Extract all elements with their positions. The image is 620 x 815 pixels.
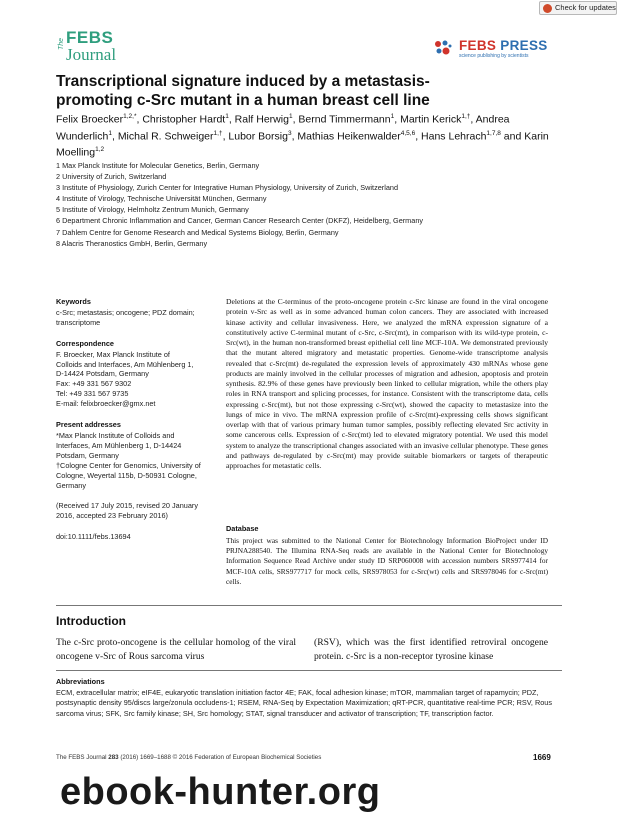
correspondence-line: D-14424 Potsdam, Germany	[56, 369, 149, 379]
author-affiliation-marker: 1,2	[95, 146, 105, 154]
journal-logo-febs: FEBS	[66, 28, 114, 47]
affiliation: 8 Alacris Theranostics GmbH, Berlin, Germany	[56, 238, 208, 248]
journal-logo-journal: Journal	[66, 45, 117, 64]
introduction-right-column: (RSV), which was the first identified retroviral oncogene protein. c-Src is a non-receptor tyrosine kinase	[314, 637, 548, 662]
present-address-line: †Cologne Center for Genomics, University of	[56, 460, 201, 470]
crossmark-icon	[543, 4, 552, 13]
correspondence-email[interactable]: E-mail: felixbroecker@gmx.net	[56, 399, 156, 409]
footer-volume: 283	[108, 754, 119, 761]
correspondence-line: Fax: +49 331 567 9302	[56, 379, 132, 389]
page-number: 1669	[533, 753, 551, 762]
author-name: Christopher Hardt	[142, 113, 226, 126]
received-block	[56, 501, 216, 521]
abbreviations-divider	[56, 670, 562, 671]
author-affiliation-marker: 1,7,8	[486, 129, 501, 137]
present-address-line: Cologne, Weyertal 115b, D-50931 Cologne,	[56, 470, 197, 480]
keywords-block	[56, 297, 216, 328]
affiliation: 6 Department Chronic Inflammation and Cancer, German Cancer Research Center (DKFZ), Heidelberg, Germany	[56, 216, 424, 226]
present-address-line: Germany	[56, 480, 87, 490]
author-name: Martin Kerick	[400, 113, 462, 126]
section-divider	[56, 605, 562, 606]
page-footer	[56, 754, 321, 761]
present-addresses-heading: Present addresses	[56, 420, 121, 430]
check-for-updates-button[interactable]	[539, 1, 617, 15]
correspondence-line: F. Broecker, Max Planck Institute of	[56, 349, 170, 359]
affiliation: 7 Dahlem Centre for Genome Research and Medical Systems Biology, Berlin, Germany	[56, 227, 339, 237]
title-line: Transcriptional signature induced by a metastasis-	[56, 73, 430, 90]
abbreviations-text: ECM, extracellular matrix; eIF4E, eukaryotic translation initiation factor 4E; FAK, focal adhesion kinase; mTOR, mammalian target of rapamycin; PDZ, postsynaptic density 95/discs large/zonula occludens-1; RSEM, RNA-Seq by Expectation Maximization; qRT-PCR, quantitative real-time PCR; RSV, Rous sarcoma virus; SFK, Src family kinase; SH, Src homology; STAT, signal transducer and activator of transcription; TF, transcription factor.	[56, 688, 553, 718]
author-affiliation-marker: 1	[288, 113, 293, 120]
febs-press-dots-icon	[433, 39, 453, 59]
keywords-heading: Keywords	[56, 297, 91, 306]
footer-citation: (2016) 1669–1688 © 2016 Federation of European Biochemical Societies	[120, 754, 322, 761]
check-for-updates-label: Check for updates	[555, 3, 616, 12]
author-affiliation-marker: 1,2,*	[123, 113, 137, 120]
affiliation: 4 Institute of Virology, Technische Universität München, Germany	[56, 194, 267, 204]
watermark: ebook-hunter.org	[60, 771, 381, 813]
journal-logo-the: The	[58, 37, 65, 50]
journal-logo	[58, 28, 158, 68]
received-line: (Received 17 July 2015, revised 20 January	[56, 501, 198, 511]
febs-press-logo	[433, 36, 563, 66]
present-address-line: *Max Planck Institute of Colloids and	[56, 430, 175, 440]
febs-press-tagline: science publishing by scientists	[459, 53, 529, 59]
affiliations	[56, 160, 556, 249]
author-name: Mathias Heikenwalder	[297, 130, 401, 143]
author-affiliation-marker: 1	[225, 113, 229, 120]
title-line: promoting c-Src mutant in a human breast cell line	[56, 92, 430, 109]
author-list: Felix Broecker$^{1,2,*}$, Christopher Hardt$^1$, Ralf Herwig$^1$, Bernd Timmermann$^1$, Martin Kerick$^{1,\dagger}$, Andrea Wunderlich$^1$, Michal R. Schweiger$^{1,\dagger}$, Lubor Borsig$^3$, Mathias Heikenwalder$^{4,5,6}$, Hans Lehrach$^{1,7,8}$ and Karin Moelling$^{1,2}$	[56, 113, 549, 159]
doi[interactable]: doi:10.1111/febs.13694	[56, 532, 131, 542]
abbreviations-heading: Abbreviations	[56, 677, 105, 686]
correspondence-line: Colloids and Interfaces, Am Mühlenberg 1,	[56, 359, 194, 369]
article-title	[56, 72, 556, 110]
abstract	[226, 297, 548, 471]
present-address-line: Potsdam, Germany	[56, 450, 119, 460]
febs-press-name: FEBS PRESS	[459, 38, 548, 53]
author-name: Andrea Wunderlich	[56, 113, 510, 143]
author-affiliation-marker: 1	[390, 113, 395, 120]
author-affiliation-marker: 1,†	[213, 129, 223, 137]
author-affiliation-marker: 3	[287, 129, 292, 137]
author-name: Karin Moelling	[56, 130, 549, 159]
keywords: c-Src; metastasis; oncogene; PDZ domain; transcriptome	[56, 307, 195, 327]
affiliation: 1 Max Planck Institute for Molecular Genetics, Berlin, Germany	[56, 161, 260, 170]
introduction-heading: Introduction	[56, 614, 126, 628]
author-name: Lubor Borsig	[228, 130, 288, 143]
author-name: Felix Broecker	[56, 113, 124, 126]
author-name: Hans Lehrach	[421, 130, 487, 143]
author-affiliation-marker: 4,5,6	[400, 129, 416, 137]
abstract-text: Deletions at the C-terminus of the proto-oncogene protein c-Src kinase are found in the viral oncogene protein v-Src as well as in some advanced human colon cancers. They are associated with increased kinase activity and cellular invasiveness. Here, we analyzed the mRNA expression signature of a constitutively active C-terminal mutant of c-Src, c-Src(mt), in comparison with its wild-type protein, c-Src(wt), in the human non-transformed breast epithelial cell line MCF-10A. We demonstrated previously that the mutant altered migratory and metastatic properties. Genome-wide transcriptome analysis revealed that c-Src(mt) de-regulated the expression levels of approximately 430 mRNAs whose gene products are mainly involved in the cellular processes of migration and adhesion, apoptosis and protein synthesis. 82.9% of these genes have previously been linked to cellular migration, while the others play roles in RNA transport and splicing processes, for instance. Consistent with the transcriptome data, cells expressing c-Src(mt), but not those expressing c-Src(wt), showed the capacity to metastasize into the lungs of mice in vivo. The mRNA expression profile of c-Src(mt)-expressing cells shows significant overlap with that of various primary human tumor samples, possibly reflecting elevated Src activity in some cancerous cells. Expression of c-Src(mt) led to elevated migratory potential. We used this model system to analyze the transcriptional changes associated with an invasive cellular phenotype. These genes and pathways de-regulated by c-Src(mt) may provide suitable biomarkers or targets of therapeutic approaches for metastatic cells.	[226, 297, 548, 470]
author-affiliation-marker: 1,†	[461, 113, 471, 120]
author-name: Bernd Timmermann	[298, 113, 391, 126]
author-name: Michal R. Schweiger	[117, 130, 214, 143]
author-name: Ralf Herwig	[234, 113, 289, 126]
affiliation: 2 University of Zurich, Switzerland	[56, 172, 167, 182]
affiliation: 3 Institute of Physiology, Zurich Center for Integrative Human Physiology, University of Zurich, Switzerland	[56, 183, 399, 193]
present-addresses-block	[56, 420, 216, 490]
introduction-left-column: The c-Src proto-oncogene is the cellular homolog of the viral oncogene v-Src of Rous sarcoma virus	[56, 637, 296, 662]
article-sidebar	[56, 297, 216, 542]
correspondence-heading: Correspondence	[56, 338, 114, 348]
affiliation: 5 Institute of Virology, Helmholtz Zentrum Munich, Germany	[56, 205, 249, 215]
database-text: This project was submitted to the National Center for Biotechnology Information BioProject under ID PRJNA288540. The Illumina RNA-Seq reads are available in the National Center for Biotechnology Information Sequence Read Archive under study ID SRP060008 with accession numbers SRS977414 for MCF-10A cells, SRS977717 for mock cells, SRS978053 for c-Src(wt) cells and SRS978046 for c-Src(mt) cells.	[226, 536, 548, 586]
present-address-line: Interfaces, Am Mühlenberg 1, D-14424	[56, 440, 182, 450]
correspondence-line: Tel: +49 331 567 9735	[56, 389, 129, 399]
received-line: 2016, accepted 23 February 2016)	[56, 511, 168, 521]
database-heading: Database	[226, 524, 259, 533]
author-affiliation-marker: 1	[108, 129, 112, 137]
correspondence-block	[56, 339, 216, 409]
footer-journal: The FEBS Journal	[56, 754, 107, 761]
